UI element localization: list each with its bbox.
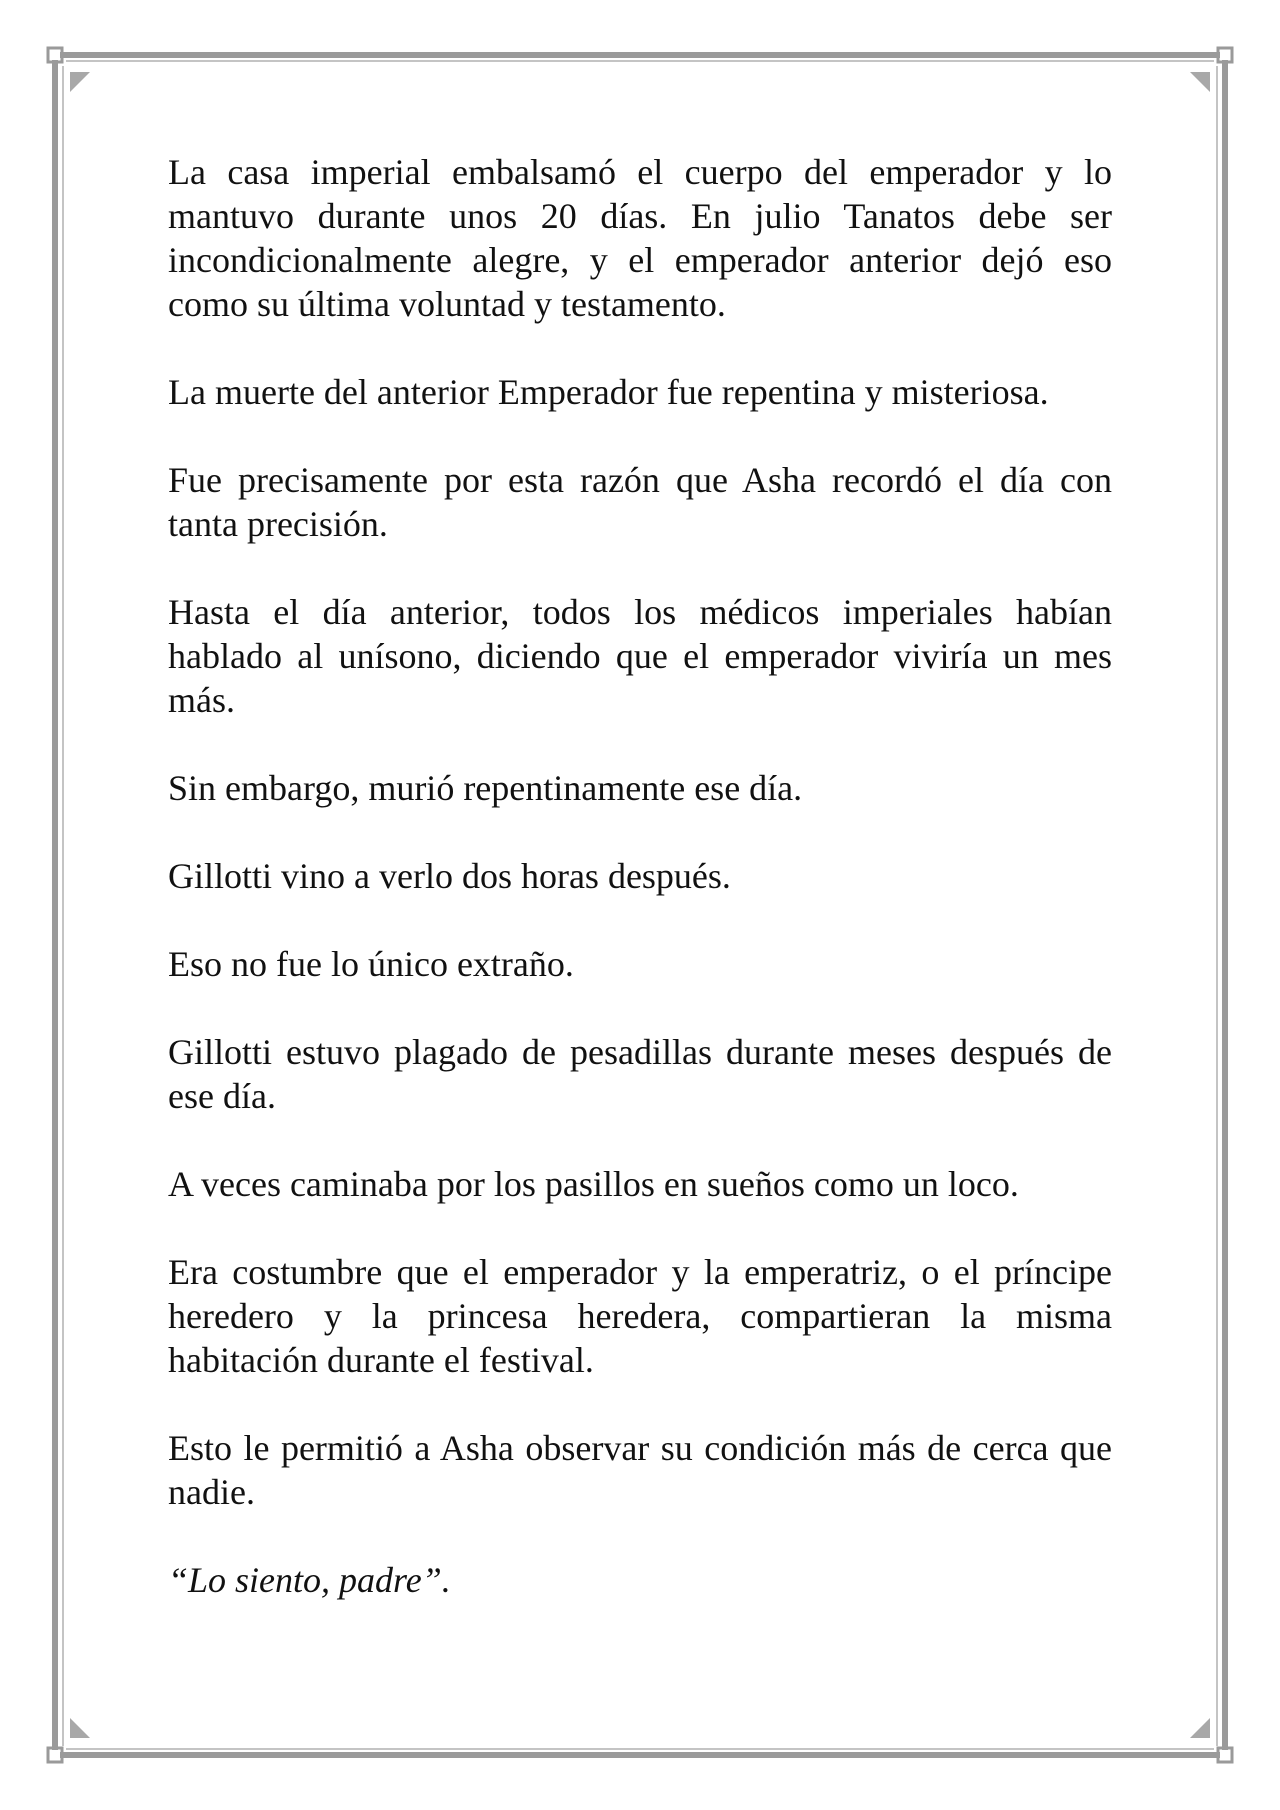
paragraph: Sin embargo, murió repentinamente ese día. [168, 768, 803, 808]
border-left-inner [62, 66, 64, 1746]
border-top-inner [66, 60, 1214, 62]
border-left [52, 60, 58, 1750]
border-right-inner [1216, 66, 1218, 1746]
paragraph: Era costumbre que el emperador y la emperatriz, o el príncipe heredero y la princesa heredera, compartieran la misma habitación durante el festival. [168, 1252, 1112, 1380]
paragraph: Fue precisamente por esta razón que Asha recordó el día con tanta precisión. [168, 460, 1112, 544]
paragraph: Gillotti vino a verlo dos horas después. [168, 856, 731, 896]
paragraph: A veces caminaba por los pasillos en sueños como un loco. [168, 1164, 1019, 1204]
paragraph: Esto le permitió a Asha observar su condición más de cerca que nadie. [168, 1428, 1112, 1512]
border-top [60, 52, 1220, 58]
paragraph: Hasta el día anterior, todos los médicos imperiales habían hablado al unísono, diciendo que el emperador viviría un mes más. [168, 592, 1112, 720]
border-bottom [60, 1752, 1220, 1758]
paragraph: Eso no fue lo único extraño. [168, 944, 574, 984]
document-body [168, 150, 1112, 1646]
closing-quote: “Lo siento, padre”. [168, 1560, 451, 1600]
paragraph: Gillotti estuvo plagado de pesadillas durante meses después de ese día. [168, 1032, 1112, 1116]
border-right [1222, 60, 1228, 1750]
paragraph: La muerte del anterior Emperador fue repentina y misteriosa. [168, 372, 1049, 412]
border-bottom-inner [66, 1748, 1214, 1750]
paragraph: La casa imperial embalsamó el cuerpo del emperador y lo mantuvo durante unos 20 días. En julio Tanatos debe ser incondicionalmente alegre, y el emperador anterior dejó eso como su última voluntad y testamento. [168, 152, 1112, 324]
